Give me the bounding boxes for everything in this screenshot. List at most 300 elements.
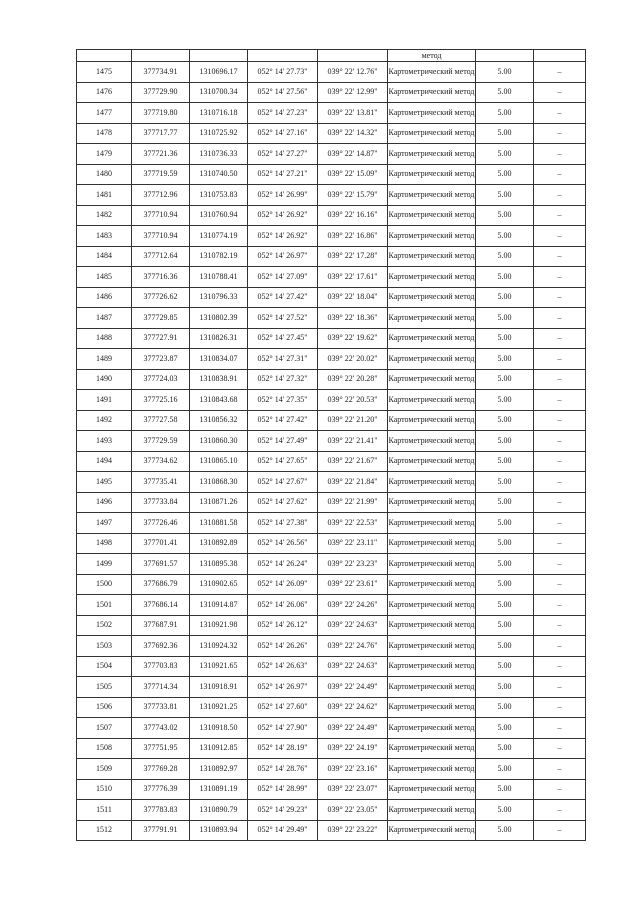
table-row [77,308,586,329]
point-number-cell: 1508 [77,738,132,759]
x-coordinate-cell: 377703.83 [132,656,190,677]
x-coordinate-cell: 377721.36 [132,144,190,165]
latitude-cell: 052° 14' 27.49" [248,431,318,452]
x-coordinate-cell: 377735.41 [132,472,190,493]
table-row [77,820,586,841]
point-number-cell: 1480 [77,164,132,185]
y-coordinate-cell: 1310716.18 [190,103,248,124]
accuracy-cell: 5.00 [476,185,534,206]
extra-cell: – [534,533,586,554]
point-number-cell: 1481 [77,185,132,206]
accuracy-cell: 5.00 [476,677,534,698]
x-coordinate-cell: 377726.62 [132,287,190,308]
longitude-cell: 039° 22' 20.02" [318,349,388,370]
y-coordinate-cell: 1310881.58 [190,513,248,534]
table-row [77,349,586,370]
method-tail-cell: метод [388,50,476,62]
method-cell: Картометрический метод [388,595,476,616]
x-coordinate-cell: 377717.77 [132,123,190,144]
y-coordinate-cell: 1310918.91 [190,677,248,698]
point-number-cell: 1512 [77,820,132,841]
x-coordinate-cell: 377727.58 [132,410,190,431]
x-coordinate-cell: 377783.83 [132,800,190,821]
extra-cell: – [534,410,586,431]
table-row [77,656,586,677]
x-coordinate-cell: 377712.64 [132,246,190,267]
accuracy-cell: 5.00 [476,267,534,288]
longitude-cell: 039° 22' 20.53" [318,390,388,411]
method-cell: Картометрический метод [388,718,476,739]
x-coordinate-cell: 377743.02 [132,718,190,739]
extra-cell: – [534,820,586,841]
method-cell: Картометрический метод [388,144,476,165]
point-number-cell: 1498 [77,533,132,554]
point-number-cell: 1484 [77,246,132,267]
latitude-cell: 052° 14' 27.27" [248,144,318,165]
table-row [77,82,586,103]
table-row [77,800,586,821]
table-row [77,267,586,288]
latitude-cell: 052° 14' 27.67" [248,472,318,493]
x-coordinate-cell: 377710.94 [132,226,190,247]
accuracy-cell: 5.00 [476,144,534,165]
latitude-cell: 052° 14' 27.16" [248,123,318,144]
longitude-cell: 039° 22' 24.49" [318,718,388,739]
longitude-cell: 039° 22' 12.76" [318,62,388,83]
accuracy-cell: 5.00 [476,472,534,493]
cell-empty [534,50,586,62]
point-number-cell: 1486 [77,287,132,308]
extra-cell: – [534,554,586,575]
longitude-cell: 039° 22' 12.99" [318,82,388,103]
y-coordinate-cell: 1310856.32 [190,410,248,431]
method-cell: Картометрический метод [388,390,476,411]
point-number-cell: 1493 [77,431,132,452]
latitude-cell: 052° 14' 26.97" [248,677,318,698]
method-cell: Картометрический метод [388,185,476,206]
accuracy-cell: 5.00 [476,431,534,452]
extra-cell: – [534,513,586,534]
extra-cell: – [534,267,586,288]
longitude-cell: 039° 22' 17.61" [318,267,388,288]
table-row [77,123,586,144]
coordinates-table [76,49,586,841]
extra-cell: – [534,123,586,144]
y-coordinate-cell: 1310912.85 [190,738,248,759]
latitude-cell: 052° 14' 27.32" [248,369,318,390]
latitude-cell: 052° 14' 27.35" [248,390,318,411]
continuation-row [77,50,586,62]
accuracy-cell: 5.00 [476,103,534,124]
longitude-cell: 039° 22' 21.99" [318,492,388,513]
longitude-cell: 039° 22' 13.81" [318,103,388,124]
point-number-cell: 1496 [77,492,132,513]
accuracy-cell: 5.00 [476,451,534,472]
longitude-cell: 039° 22' 23.11" [318,533,388,554]
y-coordinate-cell: 1310892.97 [190,759,248,780]
latitude-cell: 052° 14' 27.31" [248,349,318,370]
extra-cell: – [534,800,586,821]
extra-cell: – [534,226,586,247]
extra-cell: – [534,287,586,308]
method-cell: Картометрический метод [388,431,476,452]
y-coordinate-cell: 1310891.19 [190,779,248,800]
method-cell: Картометрический метод [388,308,476,329]
extra-cell: – [534,62,586,83]
method-cell: Картометрический метод [388,328,476,349]
x-coordinate-cell: 377726.46 [132,513,190,534]
method-cell: Картометрический метод [388,800,476,821]
longitude-cell: 039° 22' 22.53" [318,513,388,534]
accuracy-cell: 5.00 [476,697,534,718]
y-coordinate-cell: 1310740.50 [190,164,248,185]
y-coordinate-cell: 1310868.30 [190,472,248,493]
x-coordinate-cell: 377716.36 [132,267,190,288]
table-row [77,636,586,657]
x-coordinate-cell: 377751.95 [132,738,190,759]
x-coordinate-cell: 377776.39 [132,779,190,800]
longitude-cell: 039° 22' 18.04" [318,287,388,308]
point-number-cell: 1501 [77,595,132,616]
latitude-cell: 052° 14' 26.92" [248,205,318,226]
latitude-cell: 052° 14' 27.60" [248,697,318,718]
table-row [77,287,586,308]
y-coordinate-cell: 1310914.87 [190,595,248,616]
method-cell: Картометрический метод [388,533,476,554]
method-cell: Картометрический метод [388,554,476,575]
accuracy-cell: 5.00 [476,390,534,411]
latitude-cell: 052° 14' 28.99" [248,779,318,800]
x-coordinate-cell: 377686.14 [132,595,190,616]
x-coordinate-cell: 377729.90 [132,82,190,103]
point-number-cell: 1511 [77,800,132,821]
extra-cell: – [534,574,586,595]
latitude-cell: 052° 14' 27.42" [248,410,318,431]
extra-cell: – [534,390,586,411]
accuracy-cell: 5.00 [476,226,534,247]
extra-cell: – [534,779,586,800]
extra-cell: – [534,492,586,513]
point-number-cell: 1490 [77,369,132,390]
point-number-cell: 1507 [77,718,132,739]
x-coordinate-cell: 377727.91 [132,328,190,349]
y-coordinate-cell: 1310760.94 [190,205,248,226]
method-cell: Картометрический метод [388,472,476,493]
extra-cell: – [534,472,586,493]
method-cell: Картометрический метод [388,267,476,288]
extra-cell: – [534,308,586,329]
longitude-cell: 039° 22' 15.79" [318,185,388,206]
accuracy-cell: 5.00 [476,410,534,431]
longitude-cell: 039° 22' 24.19" [318,738,388,759]
table-row [77,451,586,472]
longitude-cell: 039° 22' 14.87" [318,144,388,165]
y-coordinate-cell: 1310700.34 [190,82,248,103]
x-coordinate-cell: 377691.57 [132,554,190,575]
point-number-cell: 1504 [77,656,132,677]
latitude-cell: 052° 14' 27.73" [248,62,318,83]
accuracy-cell: 5.00 [476,779,534,800]
method-cell: Картометрический метод [388,103,476,124]
y-coordinate-cell: 1310774.19 [190,226,248,247]
latitude-cell: 052° 14' 26.24" [248,554,318,575]
accuracy-cell: 5.00 [476,123,534,144]
point-number-cell: 1487 [77,308,132,329]
method-cell: Картометрический метод [388,759,476,780]
cell-empty [132,50,190,62]
longitude-cell: 039° 22' 23.23" [318,554,388,575]
y-coordinate-cell: 1310834.07 [190,349,248,370]
accuracy-cell: 5.00 [476,246,534,267]
table-row [77,164,586,185]
point-number-cell: 1479 [77,144,132,165]
method-cell: Картометрический метод [388,677,476,698]
longitude-cell: 039° 22' 23.07" [318,779,388,800]
longitude-cell: 039° 22' 23.16" [318,759,388,780]
y-coordinate-cell: 1310921.65 [190,656,248,677]
longitude-cell: 039° 22' 23.61" [318,574,388,595]
x-coordinate-cell: 377734.91 [132,62,190,83]
point-number-cell: 1499 [77,554,132,575]
latitude-cell: 052° 14' 28.19" [248,738,318,759]
latitude-cell: 052° 14' 27.38" [248,513,318,534]
x-coordinate-cell: 377712.96 [132,185,190,206]
longitude-cell: 039° 22' 15.09" [318,164,388,185]
accuracy-cell: 5.00 [476,636,534,657]
method-cell: Картометрический метод [388,246,476,267]
point-number-cell: 1475 [77,62,132,83]
accuracy-cell: 5.00 [476,513,534,534]
x-coordinate-cell: 377686.79 [132,574,190,595]
method-cell: Картометрический метод [388,492,476,513]
accuracy-cell: 5.00 [476,62,534,83]
accuracy-cell: 5.00 [476,738,534,759]
extra-cell: – [534,615,586,636]
table-row [77,62,586,83]
x-coordinate-cell: 377725.16 [132,390,190,411]
y-coordinate-cell: 1310902.65 [190,574,248,595]
latitude-cell: 052° 14' 26.92" [248,226,318,247]
cell-empty [318,50,388,62]
x-coordinate-cell: 377692.36 [132,636,190,657]
extra-cell: – [534,431,586,452]
accuracy-cell: 5.00 [476,615,534,636]
table-row [77,492,586,513]
extra-cell: – [534,718,586,739]
latitude-cell: 052° 14' 26.97" [248,246,318,267]
method-cell: Картометрический метод [388,226,476,247]
point-number-cell: 1482 [77,205,132,226]
longitude-cell: 039° 22' 16.86" [318,226,388,247]
table-row [77,369,586,390]
latitude-cell: 052° 14' 27.90" [248,718,318,739]
accuracy-cell: 5.00 [476,718,534,739]
table-row [77,595,586,616]
extra-cell: – [534,595,586,616]
y-coordinate-cell: 1310826.31 [190,328,248,349]
table-row [77,390,586,411]
extra-cell: – [534,185,586,206]
table-row [77,554,586,575]
longitude-cell: 039° 22' 24.62" [318,697,388,718]
extra-cell: – [534,677,586,698]
table-row [77,431,586,452]
y-coordinate-cell: 1310843.68 [190,390,248,411]
table-row [77,103,586,124]
accuracy-cell: 5.00 [476,349,534,370]
x-coordinate-cell: 377729.59 [132,431,190,452]
point-number-cell: 1503 [77,636,132,657]
extra-cell: – [534,103,586,124]
longitude-cell: 039° 22' 21.20" [318,410,388,431]
accuracy-cell: 5.00 [476,554,534,575]
table-row [77,472,586,493]
table-body [77,50,586,841]
table-row [77,246,586,267]
y-coordinate-cell: 1310918.50 [190,718,248,739]
point-number-cell: 1506 [77,697,132,718]
method-cell: Картометрический метод [388,738,476,759]
longitude-cell: 039° 22' 24.49" [318,677,388,698]
extra-cell: – [534,656,586,677]
method-cell: Картометрический метод [388,451,476,472]
point-number-cell: 1492 [77,410,132,431]
x-coordinate-cell: 377719.59 [132,164,190,185]
longitude-cell: 039° 22' 14.32" [318,123,388,144]
accuracy-cell: 5.00 [476,287,534,308]
table-row [77,738,586,759]
latitude-cell: 052° 14' 26.63" [248,656,318,677]
accuracy-cell: 5.00 [476,800,534,821]
table-row [77,697,586,718]
x-coordinate-cell: 377724.03 [132,369,190,390]
extra-cell: – [534,451,586,472]
cell-empty [248,50,318,62]
y-coordinate-cell: 1310895.38 [190,554,248,575]
y-coordinate-cell: 1310924.32 [190,636,248,657]
method-cell: Картометрический метод [388,513,476,534]
accuracy-cell: 5.00 [476,205,534,226]
longitude-cell: 039° 22' 21.84" [318,472,388,493]
longitude-cell: 039° 22' 21.67" [318,451,388,472]
table-row [77,759,586,780]
method-cell: Картометрический метод [388,779,476,800]
method-cell: Картометрический метод [388,574,476,595]
extra-cell: – [534,636,586,657]
table-row [77,226,586,247]
x-coordinate-cell: 377714.34 [132,677,190,698]
latitude-cell: 052° 14' 27.56" [248,82,318,103]
y-coordinate-cell: 1310736.33 [190,144,248,165]
y-coordinate-cell: 1310871.26 [190,492,248,513]
latitude-cell: 052° 14' 27.45" [248,328,318,349]
extra-cell: – [534,328,586,349]
table-row [77,185,586,206]
y-coordinate-cell: 1310696.17 [190,62,248,83]
y-coordinate-cell: 1310892.89 [190,533,248,554]
accuracy-cell: 5.00 [476,328,534,349]
latitude-cell: 052° 14' 27.65" [248,451,318,472]
accuracy-cell: 5.00 [476,164,534,185]
accuracy-cell: 5.00 [476,533,534,554]
point-number-cell: 1494 [77,451,132,472]
x-coordinate-cell: 377723.87 [132,349,190,370]
point-number-cell: 1476 [77,82,132,103]
x-coordinate-cell: 377710.94 [132,205,190,226]
method-cell: Картометрический метод [388,410,476,431]
latitude-cell: 052° 14' 27.42" [248,287,318,308]
table-row [77,615,586,636]
table-row [77,718,586,739]
y-coordinate-cell: 1310890.79 [190,800,248,821]
point-number-cell: 1495 [77,472,132,493]
x-coordinate-cell: 377791.91 [132,820,190,841]
latitude-cell: 052° 14' 26.99" [248,185,318,206]
latitude-cell: 052° 14' 29.23" [248,800,318,821]
x-coordinate-cell: 377719.80 [132,103,190,124]
y-coordinate-cell: 1310725.92 [190,123,248,144]
cell-empty [476,50,534,62]
y-coordinate-cell: 1310838.91 [190,369,248,390]
x-coordinate-cell: 377729.85 [132,308,190,329]
extra-cell: – [534,697,586,718]
point-number-cell: 1510 [77,779,132,800]
table-row [77,410,586,431]
method-cell: Картометрический метод [388,349,476,370]
point-number-cell: 1489 [77,349,132,370]
longitude-cell: 039° 22' 23.22" [318,820,388,841]
method-cell: Картометрический метод [388,656,476,677]
y-coordinate-cell: 1310782.19 [190,246,248,267]
longitude-cell: 039° 22' 24.76" [318,636,388,657]
accuracy-cell: 5.00 [476,595,534,616]
latitude-cell: 052° 14' 26.12" [248,615,318,636]
method-cell: Картометрический метод [388,205,476,226]
longitude-cell: 039° 22' 17.28" [318,246,388,267]
latitude-cell: 052° 14' 27.21" [248,164,318,185]
extra-cell: – [534,82,586,103]
extra-cell: – [534,164,586,185]
extra-cell: – [534,369,586,390]
latitude-cell: 052° 14' 26.09" [248,574,318,595]
point-number-cell: 1483 [77,226,132,247]
latitude-cell: 052° 14' 27.52" [248,308,318,329]
accuracy-cell: 5.00 [476,759,534,780]
point-number-cell: 1497 [77,513,132,534]
method-cell: Картометрический метод [388,636,476,657]
method-cell: Картометрический метод [388,697,476,718]
method-cell: Картометрический метод [388,820,476,841]
point-number-cell: 1509 [77,759,132,780]
longitude-cell: 039° 22' 21.41" [318,431,388,452]
accuracy-cell: 5.00 [476,308,534,329]
latitude-cell: 052° 14' 28.76" [248,759,318,780]
x-coordinate-cell: 377701.41 [132,533,190,554]
y-coordinate-cell: 1310788.41 [190,267,248,288]
cell-empty [190,50,248,62]
y-coordinate-cell: 1310865.10 [190,451,248,472]
latitude-cell: 052° 14' 26.06" [248,595,318,616]
point-number-cell: 1505 [77,677,132,698]
longitude-cell: 039° 22' 16.16" [318,205,388,226]
point-number-cell: 1477 [77,103,132,124]
method-cell: Картометрический метод [388,287,476,308]
y-coordinate-cell: 1310753.83 [190,185,248,206]
accuracy-cell: 5.00 [476,656,534,677]
y-coordinate-cell: 1310796.33 [190,287,248,308]
y-coordinate-cell: 1310921.25 [190,697,248,718]
extra-cell: – [534,205,586,226]
